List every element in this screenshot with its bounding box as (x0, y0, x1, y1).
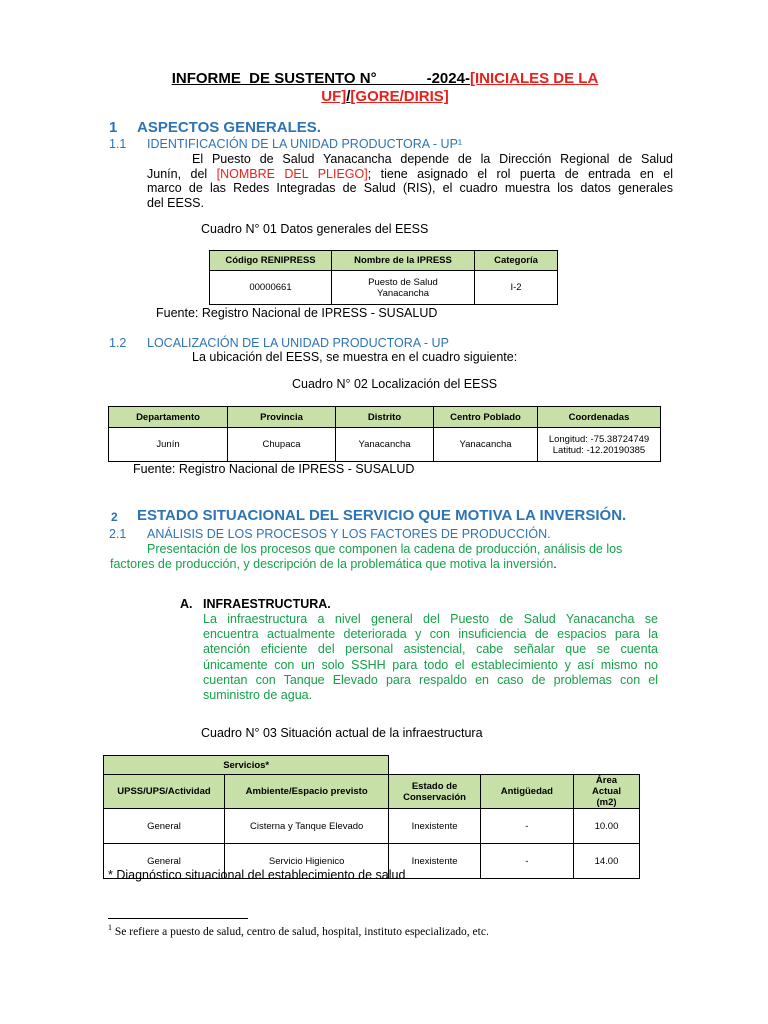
t3-r1-ambiente: Cisterna y Tanque Elevado (224, 809, 388, 844)
p1-c: ; tiene asignado el rol puerta de entrada en el (367, 166, 673, 181)
paragraph-1-line-1: El Puesto de Salud Yanacancha depende de la Dirección Regional de Salud (192, 152, 673, 166)
infra-line-1: La infraestructura a nivel general del Puesto de Salud Yanacancha se (203, 612, 658, 626)
table-2 (108, 406, 661, 462)
infra-line-3: atención eficiente del personal asistencial, cabe señalar que se cuenta (203, 642, 658, 657)
section-2-heading: ESTADO SITUACIONAL DEL SERVICIO QUE MOTIVA LA INVERSIÓN. (137, 507, 627, 524)
paragraph-3-line-2 (110, 557, 637, 572)
paragraph-1-line-3: marco de las Redes Integradas de Salud (RIS), el cuadro muestra los datos generales (147, 181, 673, 195)
paragraph-infraestructura (203, 612, 658, 703)
t3-r1-upss: General (104, 809, 225, 844)
p1-b: Junín, del (147, 166, 217, 181)
t3-header-antiguedad: Antigüedad (480, 775, 573, 809)
t3-r2-antiguedad: - (480, 844, 573, 879)
title-slash: / (346, 88, 351, 105)
subsection-a-label: A. (180, 597, 193, 611)
paragraph-1-line-2 (147, 167, 673, 182)
title-initials: [INICIALES DE LA (469, 70, 599, 87)
t3-header-upss: UPSS/UPS/Actividad (104, 775, 225, 809)
table-1-source: Fuente: Registro Nacional de IPRESS - SUSALUD (156, 306, 438, 320)
t2-cell-centro-poblado: Yanacancha (434, 428, 538, 462)
section-2-1-heading: ANÁLISIS DE LOS PROCESOS Y LOS FACTORES DE PRODUCCIÓN. (147, 527, 551, 541)
t1-cell-categoria: I-2 (475, 271, 558, 305)
table-1 (209, 250, 558, 305)
paragraph-3 (110, 542, 637, 571)
table-1-caption: Cuadro N° 01 Datos generales del EESS (201, 222, 429, 236)
t1-header-categoria: Categoría (475, 251, 558, 271)
table-2-caption: Cuadro N° 02 Localización del EESS (292, 377, 498, 391)
t1-cell-codigo: 00000661 (210, 271, 332, 305)
t2-cell-provincia: Chupaca (228, 428, 336, 462)
t2-header-centro-poblado: Centro Poblado (434, 407, 538, 428)
subsection-a-heading: INFRAESTRUCTURA. (203, 597, 331, 611)
t2-header-provincia: Provincia (228, 407, 336, 428)
section-1-1-number: 1.1 (109, 137, 127, 151)
t2-longitud: Longitud: -75.38724749 (548, 433, 650, 445)
paragraph-2: La ubicación del EESS, se muestra en el cuadro siguiente: (192, 350, 518, 364)
infra-line-4: únicamente con un solo SSHH para todo el establecimiento y así mismo no (203, 657, 658, 672)
title-gore: [GORE/DIRIS] (350, 88, 449, 105)
infra-line-5: cuentan con Tanque Elevado para respaldo en caso de problemas con el (203, 672, 658, 687)
t3-header-area: Área Actual (m2) (573, 775, 639, 809)
t3-group-servicios: Servicios* (104, 756, 389, 775)
t2-cell-coordenadas (538, 428, 661, 462)
section-1-number: 1 (109, 119, 118, 136)
t3-r2-ambiente: Servicio Higienico (224, 844, 388, 879)
p3-b: factores de producción, y descripción de la problemática que motiva la inversión (110, 556, 554, 571)
table-2-source: Fuente: Registro Nacional de IPRESS - SUSALUD (133, 462, 415, 476)
t3-r1-estado: Inexistente (389, 809, 480, 844)
paragraph-1-line-4: del EESS. (147, 195, 204, 210)
t3-r1-area: 10.00 (573, 809, 639, 844)
section-1-2-number: 1.2 (109, 336, 127, 350)
t2-latitud: Latitud: -12.20190385 (552, 444, 646, 456)
table-3-note: * Diagnóstico situacional del establecimiento de salud (108, 868, 406, 882)
footnote (108, 923, 489, 938)
infra-line-6: suministro de agua. (203, 688, 313, 703)
p3-dot: . (553, 556, 557, 571)
document-title (100, 70, 670, 106)
t1-header-codigo: Código RENIPRESS (210, 251, 332, 271)
table-3-caption: Cuadro N° 03 Situación actual de la infraestructura (201, 726, 483, 740)
title-uf: UF] (321, 88, 347, 105)
section-1-2-heading: LOCALIZACIÓN DE LA UNIDAD PRODUCTORA - UP (147, 336, 449, 350)
t2-header-distrito: Distrito (336, 407, 434, 428)
section-1-1-heading: IDENTIFICACIÓN DE LA UNIDAD PRODUCTORA - UP¹ (147, 137, 463, 151)
t2-cell-distrito: Yanacancha (336, 428, 434, 462)
t3-header-estado: Estado de Conservación (389, 775, 480, 809)
table-row (104, 809, 640, 844)
paragraph-3-line-1: Presentación de los procesos que componen la cadena de producción, análisis de los (147, 542, 623, 556)
t3-r2-upss: General (104, 844, 225, 879)
t3-group-blank (389, 756, 640, 775)
title-number: INFORME DE SUSTENTO N° -2024- (171, 70, 470, 87)
section-1-heading: ASPECTOS GENERALES. (137, 119, 321, 136)
section-2-1-number: 2.1 (109, 527, 127, 541)
footnote-separator (108, 918, 248, 919)
t1-header-nombre: Nombre de la IPRESS (332, 251, 475, 271)
table-3 (103, 755, 640, 879)
t2-cell-departamento: Junín (109, 428, 228, 462)
section-2-number: 2 (111, 510, 118, 524)
t3-r2-estado: Inexistente (389, 844, 480, 879)
footnote-mark: 1 (108, 923, 112, 932)
t3-header-ambiente: Ambiente/Espacio previsto (224, 775, 388, 809)
t1-cell-nombre: Puesto de Salud Yanacancha (332, 271, 475, 305)
t2-header-departamento: Departamento (109, 407, 228, 428)
infra-line-2: encuentra actualmente deteriorada y con insuficiencia de espacios para la (203, 627, 658, 642)
t3-r2-area: 14.00 (573, 844, 639, 879)
footnote-text: Se refiere a puesto de salud, centro de salud, hospital, instituto especializado, etc. (112, 925, 489, 938)
paragraph-1 (147, 152, 673, 210)
t2-header-coordenadas: Coordenadas (538, 407, 661, 428)
p1-pliego: [NOMBRE DEL PLIEGO] (216, 166, 368, 181)
t3-r1-antiguedad: - (480, 809, 573, 844)
